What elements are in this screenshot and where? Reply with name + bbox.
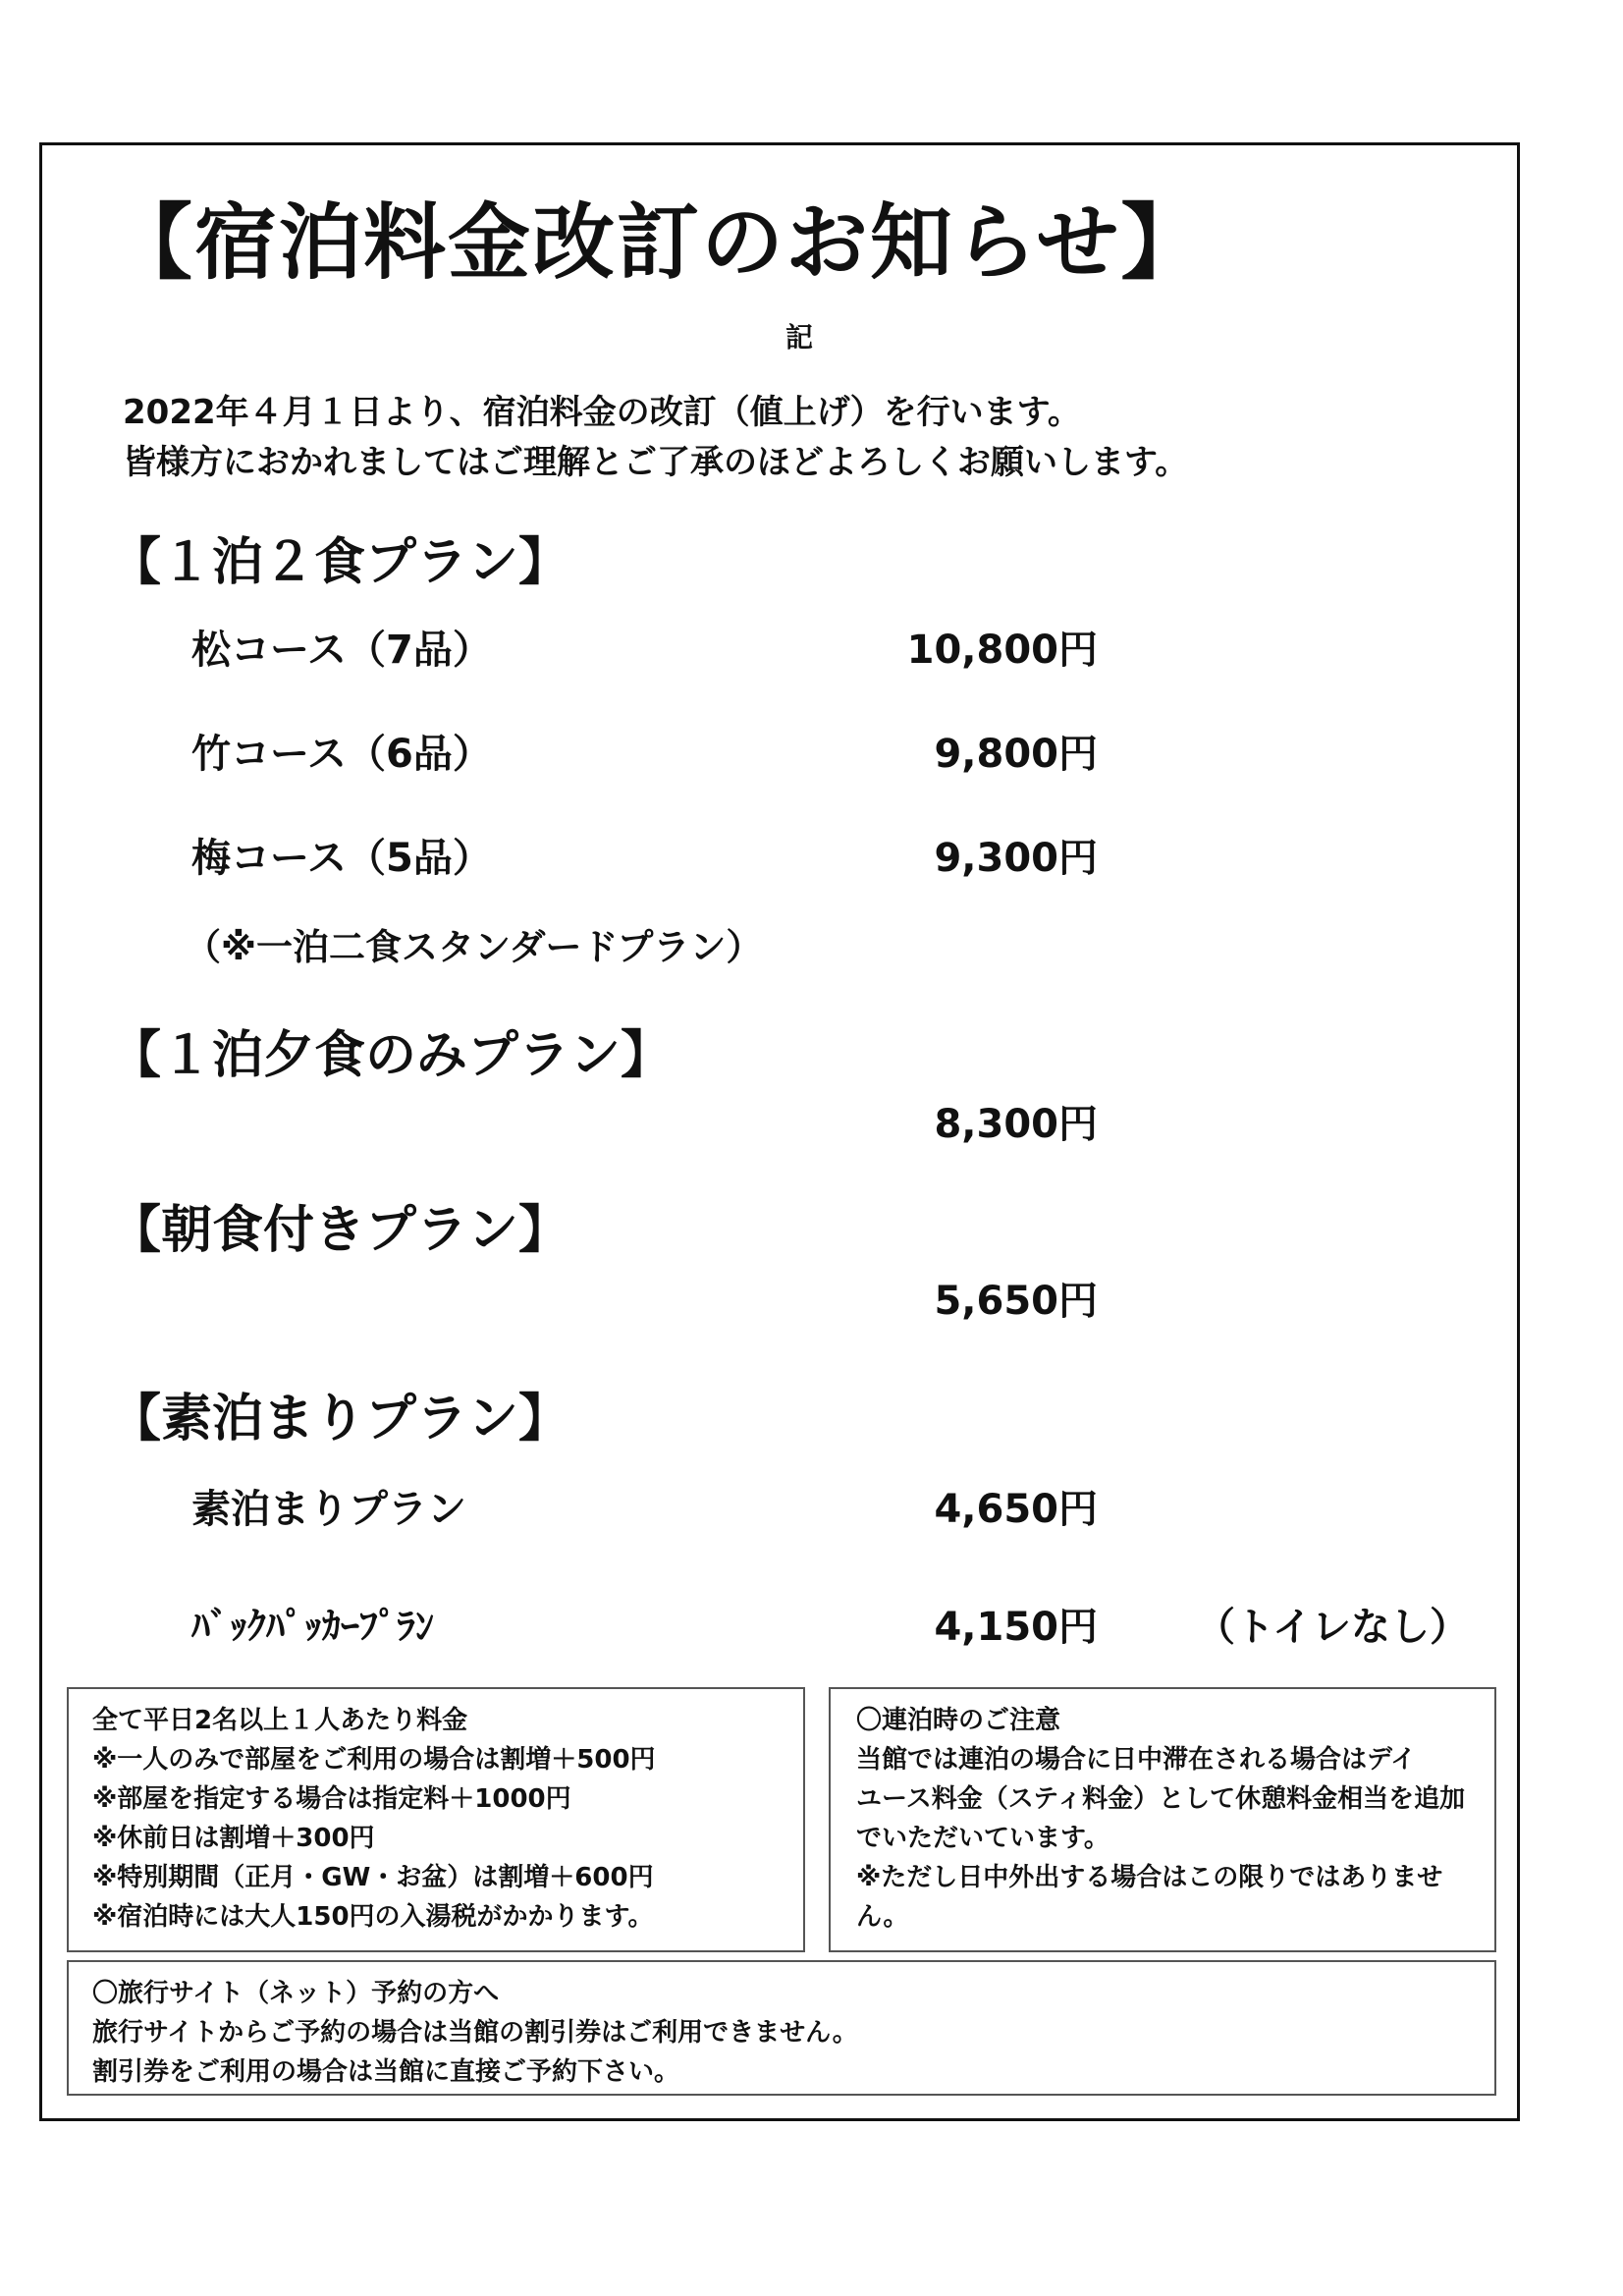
travel-site-line: 旅行サイトからご予約の場合は当館の割引券はご利用できません。 — [92, 2018, 858, 2048]
intro-line-1: 2022年４月１日より、宿泊料金の改訂（値上げ）を行います。 — [123, 393, 1081, 432]
plan4-item-backpacker: ﾊﾞｯｸﾊﾟｯｶｰﾌﾟﾗﾝ — [191, 1605, 435, 1648]
consecutive-stay-line: 〇連泊時のご注意 — [856, 1706, 1061, 1735]
travel-site-line: 〇旅行サイト（ネット）予約の方へ — [92, 1979, 500, 2008]
consecutive-stay-line: ※ただし日中外出する場合はこの限りではありませ — [856, 1863, 1443, 1892]
intro-line-2: 皆様方におかれましてはご理解とご了承のほどよろしくお願いします。 — [123, 443, 1189, 482]
travel-site-line: 割引券をご利用の場合は当館に直接ご予約下さい。 — [92, 2057, 680, 2087]
notice-title: 【宿泊料金改訂のお知らせ】 — [110, 194, 1206, 291]
plan1-price-matsu: 10,800円 — [906, 628, 1098, 673]
consecutive-stay-box — [829, 1687, 1496, 1952]
plan1-note: （※一泊二食スタンダードプラン） — [185, 926, 763, 968]
ki-mark: 記 — [785, 321, 814, 354]
consecutive-stay-line: ん。 — [856, 1902, 909, 1932]
consecutive-stay-line: ユース料金（スティ料金）として休憩料金相当を追加 — [856, 1784, 1466, 1814]
condition-line: ※一人のみで部屋をご利用の場合は割増＋500円 — [92, 1745, 656, 1775]
plan1-price-take: 9,800円 — [934, 732, 1098, 777]
plan1-item-take: 竹コース（6品） — [191, 732, 492, 777]
condition-line: 全て平日2名以上１人あたり料金 — [92, 1706, 468, 1735]
plan2-heading: 【１泊夕食のみプラン】 — [110, 1026, 673, 1085]
plan4-price-sudomari: 4,650円 — [934, 1487, 1098, 1532]
plan1-item-ume: 梅コース（5品） — [191, 836, 492, 881]
plan3-price: 5,650円 — [934, 1279, 1098, 1324]
plan1-heading: 【１泊２食プラン】 — [110, 533, 570, 592]
plan1-price-ume: 9,300円 — [934, 836, 1098, 881]
condition-line: ※特別期間（正月・GW・お盆）は割増＋600円 — [92, 1863, 654, 1892]
condition-line: ※休前日は割増＋300円 — [92, 1824, 375, 1853]
plan3-heading: 【朝食付きプラン】 — [110, 1201, 570, 1260]
condition-line: ※部屋を指定する場合は指定料＋1000円 — [92, 1784, 571, 1814]
consecutive-stay-line: でいただいています。 — [856, 1824, 1109, 1853]
plan2-price: 8,300円 — [934, 1102, 1098, 1147]
plan4-price-backpacker: 4,150円 — [934, 1605, 1098, 1650]
plan4-item-sudomari: 素泊まりプラン — [191, 1487, 466, 1532]
plan4-heading: 【素泊まりプラン】 — [110, 1390, 570, 1449]
plan1-item-matsu: 松コース（7品） — [191, 628, 492, 673]
travel-site-notice-box — [67, 1960, 1496, 2096]
pricing-conditions-box — [67, 1687, 805, 1952]
condition-line: ※宿泊時には大人150円の入湯税がかかります。 — [92, 1902, 654, 1932]
consecutive-stay-line: 当館では連泊の場合に日中滞在される場合はデイ — [856, 1745, 1417, 1775]
plan4-backpacker-note: （トイレなし） — [1196, 1605, 1469, 1650]
